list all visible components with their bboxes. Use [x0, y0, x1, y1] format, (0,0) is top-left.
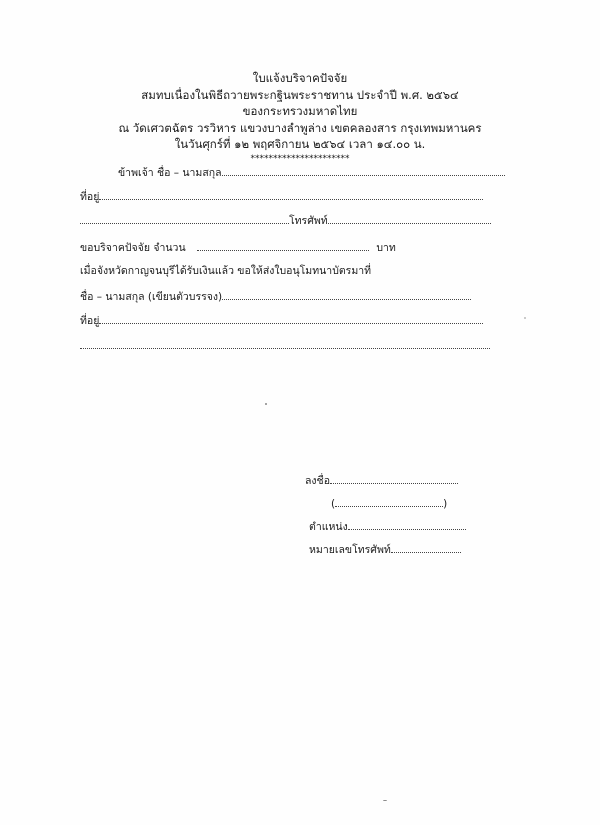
paren-open: (	[331, 498, 336, 510]
printed-name-field[interactable]	[335, 496, 443, 507]
scan-speck	[383, 800, 387, 801]
sig-phone-label: หมายเลขโทรศัพท์	[309, 544, 391, 556]
name-field[interactable]	[222, 165, 505, 176]
receipt-address-row-2	[80, 338, 490, 353]
donate-row	[80, 240, 396, 255]
receipt-address-label: ที่อยู่	[80, 315, 100, 327]
name-row	[118, 165, 505, 180]
receipt-address-row	[80, 313, 483, 328]
form-title: ใบแจ้งบริจาคปัจจัย	[252, 71, 348, 85]
paren-close: )	[443, 498, 448, 510]
donate-label: ขอบริจาคปัจจัย จำนวน	[80, 242, 186, 254]
phone-label: โทรศัพท์	[289, 215, 328, 227]
address-phone-row	[80, 213, 491, 228]
separator-stars: **********************	[250, 153, 350, 164]
position-row	[309, 519, 466, 534]
receipt-note: เมื่อจังหวัดกาญจนบุรีได้รับเงินแล้ว ขอให้ส่งใบอนุโมทนาบัตรมาที่	[80, 265, 372, 277]
receipt-name-field[interactable]	[222, 289, 471, 300]
scan-speck	[265, 403, 267, 405]
venue: ณ วัดเศวตฉัตร วรวิหาร แขวงบางลำพูล่าง เขตคลองสาร กรุงเทพมหานคร	[118, 120, 482, 135]
scan-speck	[524, 317, 526, 319]
baht-label: บาท	[376, 242, 396, 254]
printed-name-row	[331, 496, 447, 511]
sig-phone-field[interactable]	[391, 542, 461, 553]
phone-field[interactable]	[328, 213, 491, 224]
form-subtitle: สมทบเนื่องในพิธีถวายพระกฐินพระราชทาน ประจำปี พ.ศ. ๒๕๖๔	[141, 87, 459, 102]
sig-phone-row	[309, 542, 461, 557]
sign-row	[305, 473, 458, 488]
receipt-name-label: ชื่อ – นามสกุล (เขียนตัวบรรจง)	[80, 291, 223, 303]
address-row	[80, 189, 483, 204]
receipt-address-field[interactable]	[99, 313, 483, 324]
event-datetime: ในวันศุกร์ที่ ๑๒ พฤศจิกายน ๒๕๖๔ เวลา ๑๔.๐๐ น.	[174, 137, 426, 151]
signature-field[interactable]	[330, 473, 458, 484]
name-label: ข้าพเจ้า ชื่อ – นามสกุล	[118, 167, 222, 179]
address-field-2[interactable]	[80, 213, 289, 224]
position-field[interactable]	[348, 519, 466, 530]
address-label: ที่อยู่	[80, 191, 100, 203]
receipt-address-field-2[interactable]	[80, 338, 490, 349]
sign-label: ลงชื่อ	[305, 475, 330, 487]
amount-field[interactable]	[197, 240, 369, 251]
organizer: ของกระทรวงมหาดไทย	[242, 104, 358, 118]
position-label: ตำแหน่ง	[309, 521, 348, 533]
address-field[interactable]	[99, 189, 483, 200]
form-header	[0, 70, 600, 165]
receipt-name-row	[80, 289, 471, 304]
